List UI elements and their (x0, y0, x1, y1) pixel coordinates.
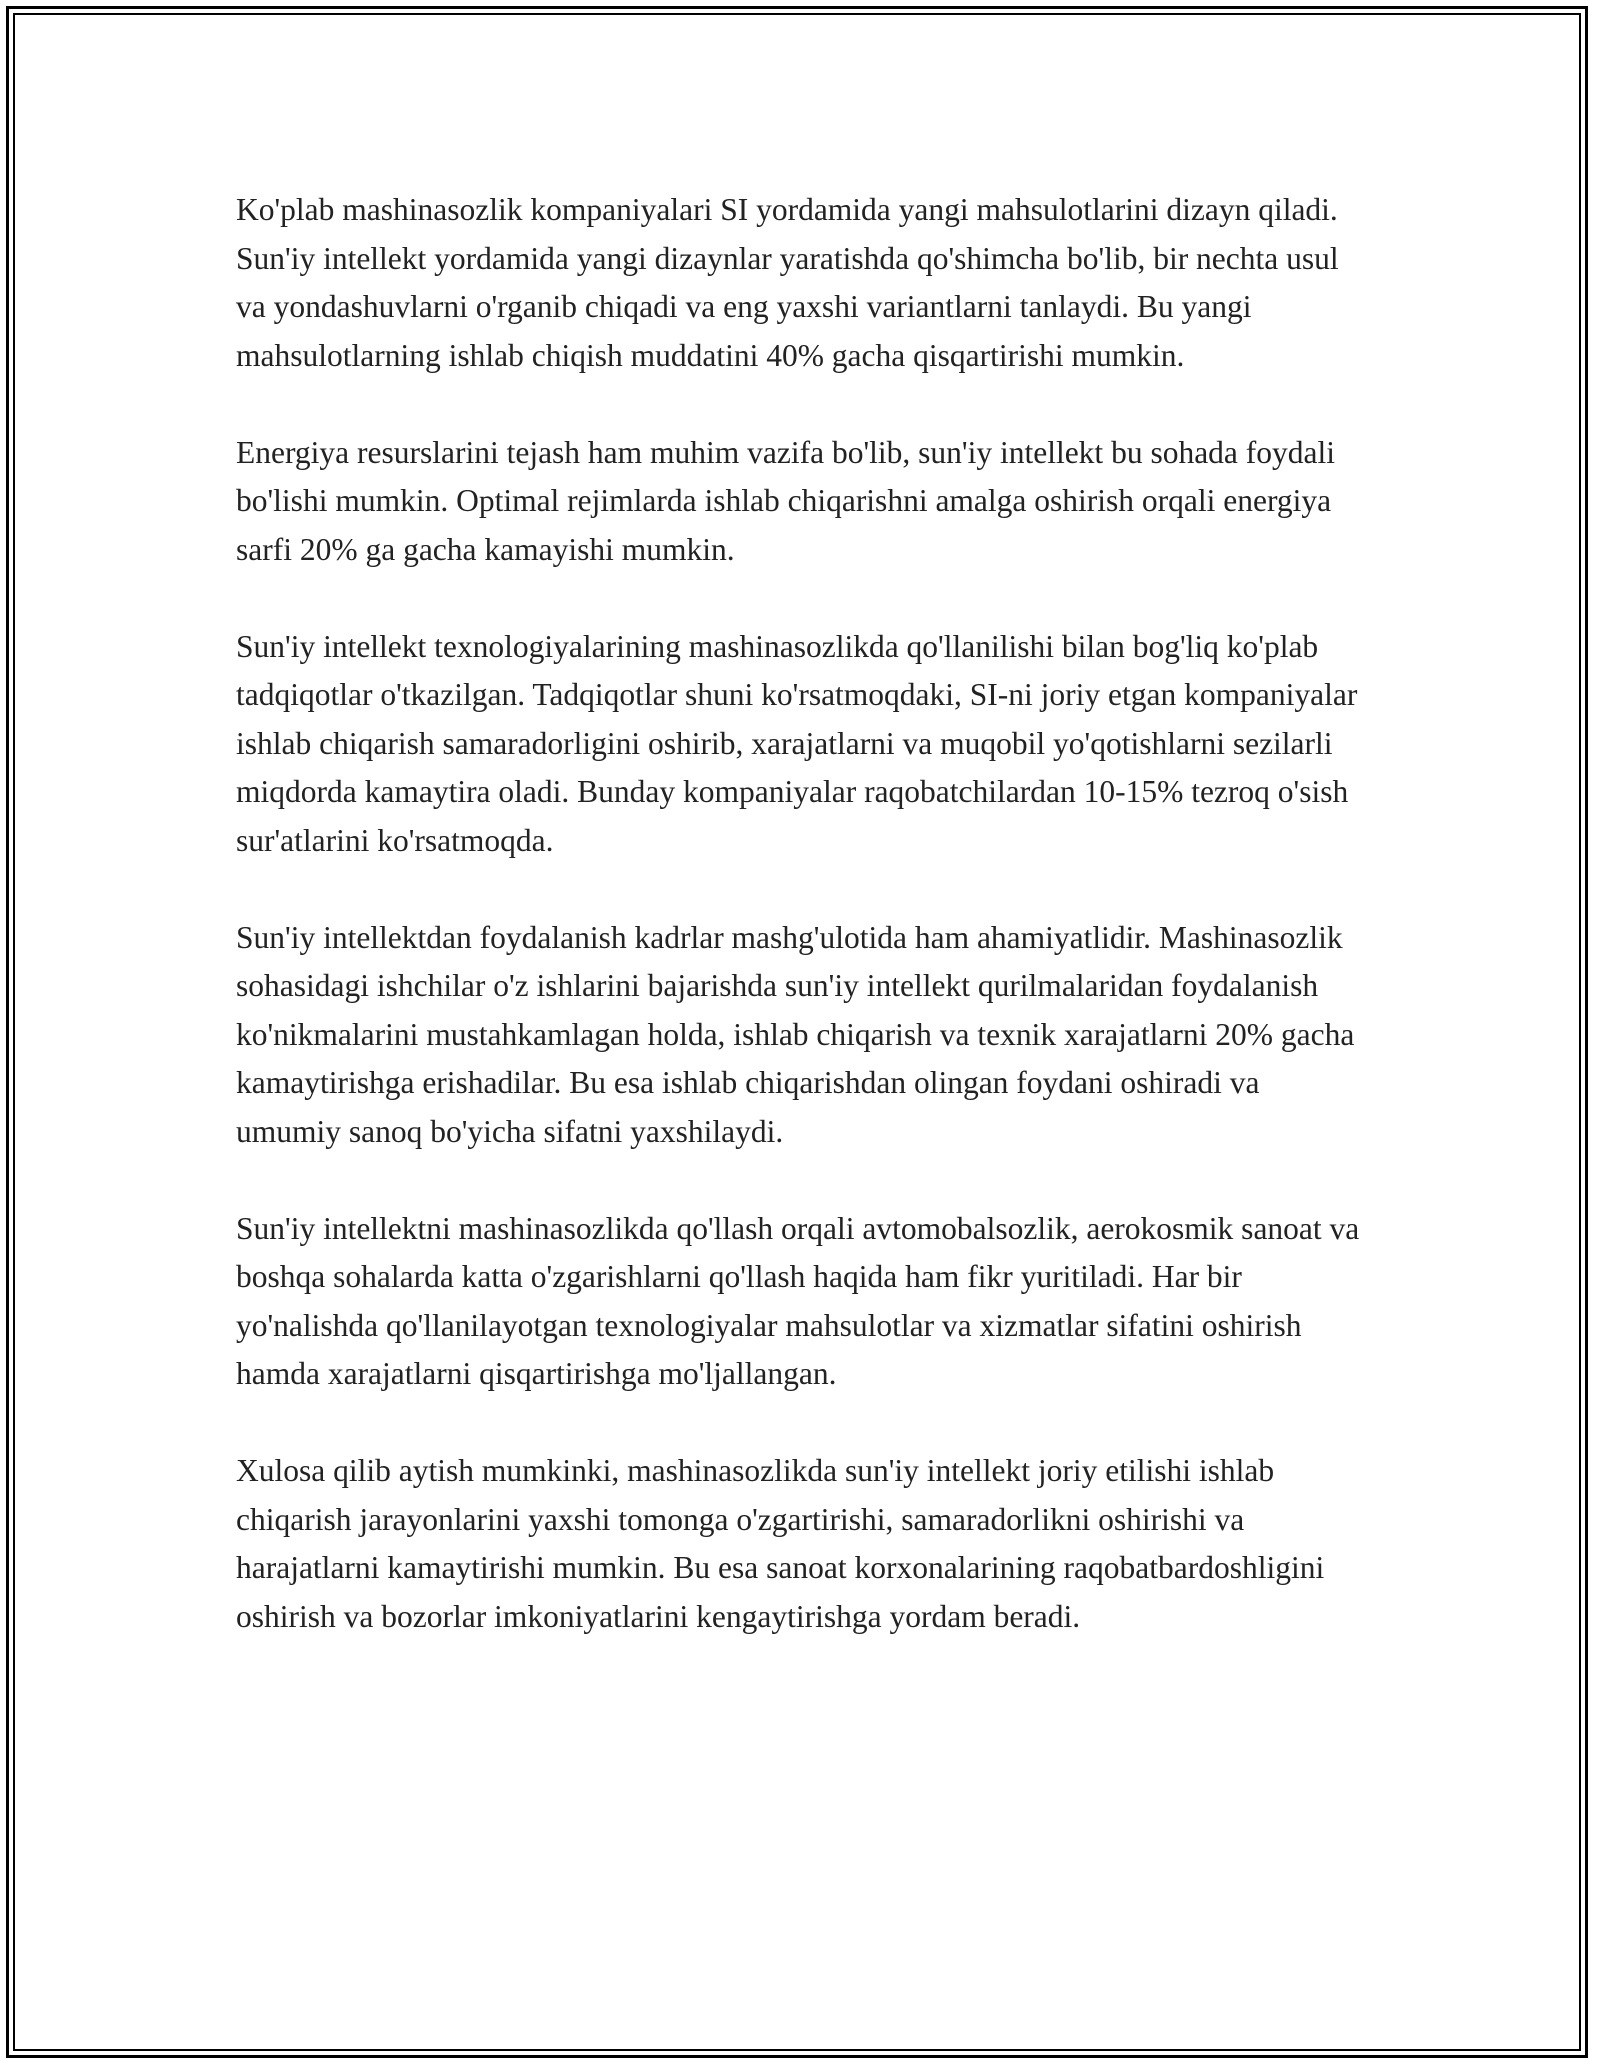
paragraph-4: Sun'iy intellektdan foydalanish kadrlar mashg'ulotida ham ahamiyatlidir. Mashinasozlik sohasidagi ishchilar o'z ishlarini bajarishda sun'iy intellekt qurilmalaridan foydalanish ko'nikmalarini mustahkamlagan holda, ishlab chiqarish va texnik xarajatlarni 20% gacha kamaytirishga erishadilar. Bu esa ishlab chiqarishdan olingan foydani oshiradi va umumiy sanoq bo'yicha sifatni yaxshilaydi. (236, 919, 1355, 1149)
document-body (236, 186, 1366, 1641)
paragraph-2: Energiya resurslarini tejash ham muhim vazifa bo'lib, sun'iy intellekt bu sohada foydali bo'lishi mumkin. Optimal rejimlarda ishlab chiqarishni amalga oshirish orqali energiya sarfi 20% ga gacha kamayishi mumkin. (236, 434, 1336, 567)
paragraph-6: Xulosa qilib aytish mumkinki, mashinasozlikda sun'iy intellekt joriy etilishi ishlab chiqarish jarayonlarini yaxshi tomonga o'zgartirishi, samaradorlikni oshirishi va harajatlarni kamaytirishi mumkin. Bu esa sanoat korxonalarining raqobatbardoshligini oshirish va bozorlar imkoniyatlarini kengaytirishga yordam beradi. (236, 1453, 1325, 1634)
paragraph-3: Sun'iy intellekt texnologiyalarining mashinasozlikda qo'llanilishi bilan bog'liq ko'plab tadqiqotlar o'tkazilgan. Tadqiqotlar shuni ko'rsatmoqdaki, SI-ni joriy etgan kompaniyalar ishlab chiqarish samaradorligini oshirib, xarajatlarni va muqobil yo'qotishlarni sezilarli miqdorda kamaytira oladi. Bunday kompaniyalar raqobatchilardan 10-15% tezroq o'sish sur'atlarini ko'rsatmoqda. (236, 628, 1358, 858)
paragraph-5: Sun'iy intellektni mashinasozlikda qo'llash orqali avtomobalsozlik, aerokosmik sanoat va boshqa sohalarda katta o'zgarishlarni qo'llash haqida ham fikr yuritiladi. Har bir yo'nalishda qo'llanilayotgan texnologiyalar mahsulotlar va xizmatlar sifatini oshirish hamda xarajatlarni qisqartirishga mo'ljallangan. (236, 1210, 1360, 1391)
paragraph-1: Ko'plab mashinasozlik kompaniyalari SI yordamida yangi mahsulotlarini dizayn qiladi. Sun'iy intellekt yordamida yangi dizaynlar yaratishda qo'shimcha bo'lib, bir nechta usul va yondashuvlarni o'rganib chiqadi va eng yaxshi variantlarni tanlaydi. Bu yangi mahsulotlarning ishlab chiqish muddatini 40% gacha qisqartirishi mumkin. (236, 192, 1339, 373)
